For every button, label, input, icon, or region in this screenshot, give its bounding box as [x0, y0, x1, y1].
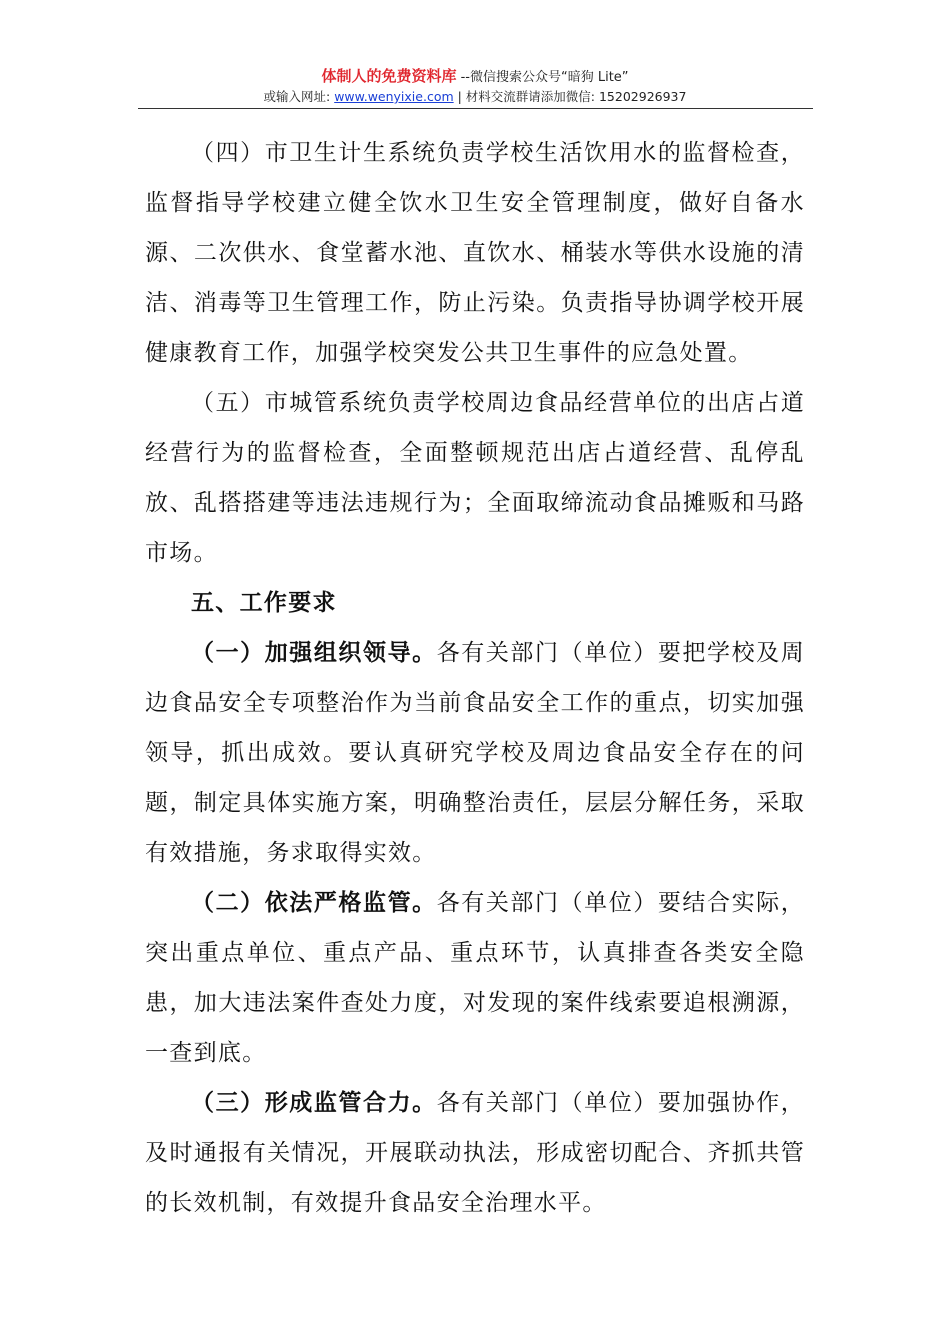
paragraph-requirement-2 [145, 878, 805, 1078]
requirement-2-title: （二）依法严格监管。 [191, 889, 437, 916]
requirement-3-text: 各有关部门（单位）要加强协作，及时通报有关情况，开展联动执法，形成密切配合、齐抓共管的长效机制，有效提升食品安全治理水平。 [145, 1090, 806, 1216]
page-header [0, 66, 950, 106]
document-body [145, 128, 805, 1228]
requirement-2-text: 各有关部门（单位）要结合实际，突出重点单位、重点产品、重点环节，认真排查各类安全隐患，加大违法案件查处力度，对发现的案件线索要追根溯源，一查到底。 [145, 890, 806, 1066]
header-tagline: --微信搜索公众号“暗狗 Lite” [456, 70, 629, 85]
paragraph-requirement-3 [145, 1078, 805, 1228]
header-url-prefix: 或输入网址: [263, 89, 335, 104]
requirement-1-title: （一）加强组织领导。 [191, 639, 437, 666]
header-contact-line [0, 88, 950, 106]
header-contact: | 材料交流群请添加微信: 15202926937 [453, 89, 687, 104]
header-url-link[interactable]: www.wenyixie.com [334, 89, 454, 104]
paragraph-requirement-1 [145, 628, 805, 878]
paragraph-urban-management: （五）市城管系统负责学校周边食品经营单位的出店占道经营行为的监督检查，全面整顿规范出店占道经营、乱停乱放、乱搭搭建等违法违规行为；全面取缔流动食品摊贩和马路市场。 [145, 390, 805, 566]
header-banner [0, 66, 950, 88]
requirement-1-text: 各有关部门（单位）要把学校及周边食品安全专项整治作为当前食品安全工作的重点，切实加强领导，抓出成效。要认真研究学校及周边食品安全存在的问题，制定具体实施方案，明确整治责任，层层分解任务，采取有效措施，务求取得实效。 [145, 640, 806, 866]
header-brand: 体制人的免费资料库 [321, 67, 457, 85]
paragraph-health-system: （四）市卫生计生系统负责学校生活饮用水的监督检查，监督指导学校建立健全饮水卫生安全管理制度，做好自备水源、二次供水、食堂蓄水池、直饮水、桶装水等供水设施的清洁、消毒等卫生管理工作，防止污染。负责指导协调学校开展健康教育工作，加强学校突发公共卫生事件的应急处置。 [145, 140, 805, 366]
section-heading-work-requirements: 五、工作要求 [191, 590, 337, 616]
requirement-3-title: （三）形成监管合力。 [191, 1089, 437, 1116]
header-divider [138, 108, 813, 109]
